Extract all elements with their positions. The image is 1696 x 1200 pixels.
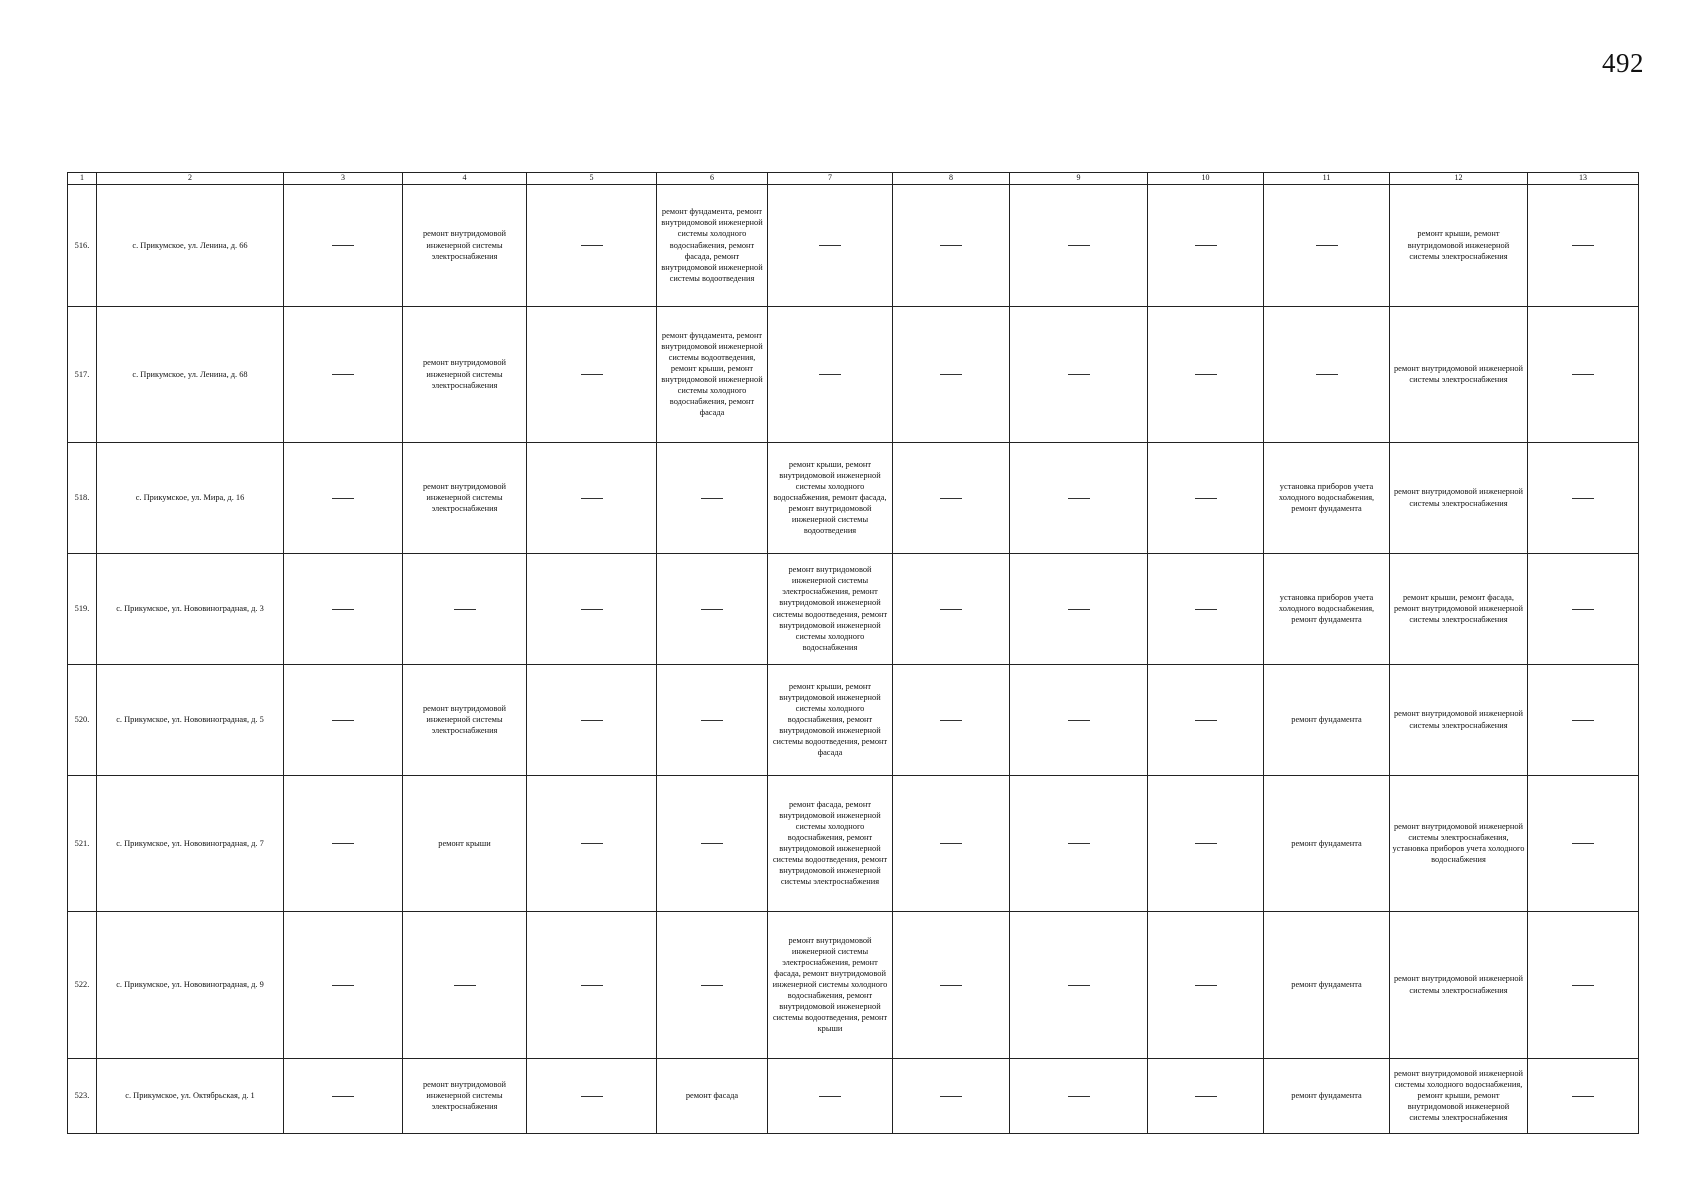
work-type-cell: ремонт крыши bbox=[403, 775, 527, 911]
empty-dash-cell bbox=[527, 442, 657, 553]
dash-mark bbox=[1068, 609, 1090, 610]
dash-mark bbox=[940, 720, 962, 721]
empty-dash-cell bbox=[1264, 184, 1390, 306]
work-type-cell: ремонт внутридомовой инженерной системы электроснабжения, установка приборов учета холодного водоснабжения bbox=[1390, 775, 1528, 911]
work-type-cell: ремонт фасада, ремонт внутридомовой инженерной системы холодного водоснабжения, ремонт внутридомовой инженерной системы водоотведения, ремонт внутридомовой инженерной системы электроснабжения bbox=[768, 775, 893, 911]
empty-dash-cell bbox=[284, 442, 403, 553]
empty-dash-cell bbox=[657, 664, 768, 775]
work-type-cell: ремонт фундамента, ремонт внутридомовой инженерной системы водоотведения, ремонт крыши, ремонт внутридомовой инженерной системы холодного водоснабжения, ремонт фасада bbox=[657, 306, 768, 442]
dash-mark bbox=[332, 720, 354, 721]
dash-mark bbox=[332, 609, 354, 610]
empty-dash-cell bbox=[1264, 306, 1390, 442]
empty-dash-cell bbox=[893, 306, 1010, 442]
empty-dash-cell bbox=[527, 1058, 657, 1133]
dash-mark bbox=[1068, 498, 1090, 499]
dash-mark bbox=[940, 374, 962, 375]
dash-mark bbox=[819, 245, 841, 246]
dash-mark bbox=[581, 985, 603, 986]
empty-dash-cell bbox=[284, 184, 403, 306]
empty-dash-cell bbox=[893, 775, 1010, 911]
table-row bbox=[68, 306, 1639, 442]
dash-mark bbox=[701, 498, 723, 499]
work-type-cell: ремонт крыши, ремонт внутридомовой инженерной системы электроснабжения bbox=[1390, 184, 1528, 306]
empty-dash-cell bbox=[284, 306, 403, 442]
empty-dash-cell bbox=[1528, 1058, 1639, 1133]
empty-dash-cell bbox=[1010, 442, 1148, 553]
empty-dash-cell bbox=[1528, 184, 1639, 306]
empty-dash-cell bbox=[893, 442, 1010, 553]
work-type-cell: ремонт внутридомовой инженерной системы электроснабжения bbox=[1390, 911, 1528, 1058]
column-header: 9 bbox=[1010, 173, 1148, 185]
address-cell: с. Прикумское, ул. Нововиноградная, д. 3 bbox=[97, 553, 284, 664]
work-type-cell: ремонт внутридомовой инженерной системы электроснабжения, ремонт фасада, ремонт внутридомовой инженерной системы холодного водоснабжения, ремонт внутридомовой инженерной системы водоотведения, ремонт крыши bbox=[768, 911, 893, 1058]
dash-mark bbox=[1195, 498, 1217, 499]
work-type-cell: ремонт фундамента bbox=[1264, 664, 1390, 775]
address-cell: с. Прикумское, ул. Нововиноградная, д. 5 bbox=[97, 664, 284, 775]
dash-mark bbox=[454, 609, 476, 610]
dash-mark bbox=[1572, 843, 1594, 844]
dash-mark bbox=[701, 720, 723, 721]
column-number-row bbox=[68, 173, 1639, 185]
dash-mark bbox=[1068, 245, 1090, 246]
empty-dash-cell bbox=[1528, 664, 1639, 775]
empty-dash-cell bbox=[527, 911, 657, 1058]
empty-dash-cell bbox=[1528, 306, 1639, 442]
dash-mark bbox=[332, 843, 354, 844]
table-row bbox=[68, 442, 1639, 553]
empty-dash-cell bbox=[1010, 553, 1148, 664]
address-cell: с. Прикумское, ул. Октябрьская, д. 1 bbox=[97, 1058, 284, 1133]
work-type-cell: ремонт внутридомовой инженерной системы электроснабжения bbox=[1390, 664, 1528, 775]
work-type-cell: ремонт фундамента, ремонт внутридомовой инженерной системы холодного водоснабжения, ремонт фасада, ремонт внутридомовой инженерной системы водоотведения bbox=[657, 184, 768, 306]
dash-mark bbox=[1195, 720, 1217, 721]
address-cell: с. Прикумское, ул. Нововиноградная, д. 9 bbox=[97, 911, 284, 1058]
empty-dash-cell bbox=[527, 306, 657, 442]
dash-mark bbox=[332, 985, 354, 986]
dash-mark bbox=[1316, 374, 1338, 375]
row-number: 521. bbox=[68, 775, 97, 911]
dash-mark bbox=[332, 245, 354, 246]
dash-mark bbox=[581, 720, 603, 721]
dash-mark bbox=[581, 1096, 603, 1097]
row-number: 519. bbox=[68, 553, 97, 664]
dash-mark bbox=[1572, 985, 1594, 986]
work-type-cell: ремонт фундамента bbox=[1264, 775, 1390, 911]
column-header: 6 bbox=[657, 173, 768, 185]
empty-dash-cell bbox=[1010, 1058, 1148, 1133]
work-type-cell: ремонт внутридомовой инженерной системы электроснабжения bbox=[403, 1058, 527, 1133]
empty-dash-cell bbox=[893, 553, 1010, 664]
dash-mark bbox=[581, 374, 603, 375]
empty-dash-cell bbox=[1528, 775, 1639, 911]
column-header: 12 bbox=[1390, 173, 1528, 185]
column-header: 10 bbox=[1148, 173, 1264, 185]
table-row bbox=[68, 911, 1639, 1058]
column-header: 13 bbox=[1528, 173, 1639, 185]
table-row bbox=[68, 553, 1639, 664]
work-type-cell: ремонт фундамента bbox=[1264, 911, 1390, 1058]
dash-mark bbox=[819, 1096, 841, 1097]
empty-dash-cell bbox=[403, 553, 527, 664]
dash-mark bbox=[1068, 843, 1090, 844]
dash-mark bbox=[1316, 245, 1338, 246]
dash-mark bbox=[1572, 1096, 1594, 1097]
work-type-cell: установка приборов учета холодного водоснабжения, ремонт фундамента bbox=[1264, 442, 1390, 553]
dash-mark bbox=[1572, 609, 1594, 610]
empty-dash-cell bbox=[1148, 775, 1264, 911]
dash-mark bbox=[819, 374, 841, 375]
dash-mark bbox=[332, 374, 354, 375]
empty-dash-cell bbox=[1010, 184, 1148, 306]
empty-dash-cell bbox=[657, 442, 768, 553]
empty-dash-cell bbox=[1528, 553, 1639, 664]
table-row bbox=[68, 184, 1639, 306]
empty-dash-cell bbox=[1148, 442, 1264, 553]
column-header: 7 bbox=[768, 173, 893, 185]
empty-dash-cell bbox=[1148, 1058, 1264, 1133]
column-header: 2 bbox=[97, 173, 284, 185]
work-type-cell: ремонт внутридомовой инженерной системы электроснабжения bbox=[1390, 306, 1528, 442]
dash-mark bbox=[1195, 985, 1217, 986]
dash-mark bbox=[332, 1096, 354, 1097]
empty-dash-cell bbox=[284, 911, 403, 1058]
empty-dash-cell bbox=[1148, 184, 1264, 306]
empty-dash-cell bbox=[1010, 911, 1148, 1058]
empty-dash-cell bbox=[1528, 911, 1639, 1058]
work-type-cell: ремонт внутридомовой инженерной системы электроснабжения bbox=[1390, 442, 1528, 553]
empty-dash-cell bbox=[1010, 306, 1148, 442]
empty-dash-cell bbox=[768, 306, 893, 442]
dash-mark bbox=[1195, 1096, 1217, 1097]
work-type-cell: ремонт внутридомовой инженерной системы электроснабжения bbox=[403, 306, 527, 442]
column-header: 8 bbox=[893, 173, 1010, 185]
empty-dash-cell bbox=[1148, 664, 1264, 775]
row-number: 523. bbox=[68, 1058, 97, 1133]
page-number: 492 bbox=[1602, 48, 1644, 78]
work-type-cell: ремонт внутридомовой инженерной системы электроснабжения bbox=[403, 664, 527, 775]
row-number: 520. bbox=[68, 664, 97, 775]
empty-dash-cell bbox=[527, 553, 657, 664]
empty-dash-cell bbox=[893, 911, 1010, 1058]
dash-mark bbox=[940, 498, 962, 499]
dash-mark bbox=[332, 498, 354, 499]
dash-mark bbox=[1068, 374, 1090, 375]
dash-mark bbox=[1068, 985, 1090, 986]
empty-dash-cell bbox=[284, 775, 403, 911]
dash-mark bbox=[1195, 843, 1217, 844]
dash-mark bbox=[454, 985, 476, 986]
empty-dash-cell bbox=[284, 1058, 403, 1133]
repair-schedule-table bbox=[67, 172, 1639, 1134]
work-type-cell: ремонт фасада bbox=[657, 1058, 768, 1133]
dash-mark bbox=[701, 843, 723, 844]
dash-mark bbox=[940, 1096, 962, 1097]
work-type-cell: ремонт внутридомовой инженерной системы электроснабжения bbox=[403, 442, 527, 553]
empty-dash-cell bbox=[657, 775, 768, 911]
column-header: 5 bbox=[527, 173, 657, 185]
empty-dash-cell bbox=[893, 184, 1010, 306]
row-number: 518. bbox=[68, 442, 97, 553]
empty-dash-cell bbox=[1148, 306, 1264, 442]
dash-mark bbox=[1068, 1096, 1090, 1097]
dash-mark bbox=[581, 843, 603, 844]
address-cell: с. Прикумское, ул. Мира, д. 16 bbox=[97, 442, 284, 553]
dash-mark bbox=[1068, 720, 1090, 721]
empty-dash-cell bbox=[527, 775, 657, 911]
work-type-cell: ремонт внутридомовой инженерной системы электроснабжения bbox=[403, 184, 527, 306]
dash-mark bbox=[581, 609, 603, 610]
address-cell: с. Прикумское, ул. Ленина, д. 66 bbox=[97, 184, 284, 306]
dash-mark bbox=[1195, 609, 1217, 610]
table-row bbox=[68, 775, 1639, 911]
empty-dash-cell bbox=[1148, 911, 1264, 1058]
dash-mark bbox=[1572, 720, 1594, 721]
empty-dash-cell bbox=[768, 184, 893, 306]
dash-mark bbox=[1572, 498, 1594, 499]
empty-dash-cell bbox=[1010, 664, 1148, 775]
row-number: 516. bbox=[68, 184, 97, 306]
table-row bbox=[68, 664, 1639, 775]
address-cell: с. Прикумское, ул. Ленина, д. 68 bbox=[97, 306, 284, 442]
column-header: 11 bbox=[1264, 173, 1390, 185]
empty-dash-cell bbox=[527, 184, 657, 306]
work-type-cell: ремонт крыши, ремонт внутридомовой инженерной системы холодного водоснабжения, ремонт фасада, ремонт внутридомовой инженерной системы водоотведения bbox=[768, 442, 893, 553]
empty-dash-cell bbox=[893, 1058, 1010, 1133]
row-number: 522. bbox=[68, 911, 97, 1058]
dash-mark bbox=[1195, 245, 1217, 246]
work-type-cell: ремонт крыши, ремонт внутридомовой инженерной системы холодного водоснабжения, ремонт внутридомовой инженерной системы водоотведения, ремонт фасада bbox=[768, 664, 893, 775]
empty-dash-cell bbox=[1148, 553, 1264, 664]
dash-mark bbox=[701, 985, 723, 986]
empty-dash-cell bbox=[1010, 775, 1148, 911]
table-row bbox=[68, 1058, 1639, 1133]
empty-dash-cell bbox=[893, 664, 1010, 775]
dash-mark bbox=[1572, 245, 1594, 246]
column-header: 4 bbox=[403, 173, 527, 185]
work-type-cell: ремонт фундамента bbox=[1264, 1058, 1390, 1133]
dash-mark bbox=[581, 245, 603, 246]
address-cell: с. Прикумское, ул. Нововиноградная, д. 7 bbox=[97, 775, 284, 911]
work-type-cell: ремонт внутридомовой инженерной системы электроснабжения, ремонт внутридомовой инженерной системы водоотведения, ремонт внутридомовой инженерной системы холодного водоснабжения bbox=[768, 553, 893, 664]
work-type-cell: ремонт внутридомовой инженерной системы холодного водоснабжения, ремонт крыши, ремонт внутридомовой инженерной системы электроснабжения bbox=[1390, 1058, 1528, 1133]
dash-mark bbox=[940, 609, 962, 610]
dash-mark bbox=[1195, 374, 1217, 375]
empty-dash-cell bbox=[284, 664, 403, 775]
column-header: 1 bbox=[68, 173, 97, 185]
dash-mark bbox=[581, 498, 603, 499]
dash-mark bbox=[701, 609, 723, 610]
dash-mark bbox=[940, 245, 962, 246]
dash-mark bbox=[940, 985, 962, 986]
dash-mark bbox=[1572, 374, 1594, 375]
column-header: 3 bbox=[284, 173, 403, 185]
empty-dash-cell bbox=[657, 553, 768, 664]
empty-dash-cell bbox=[284, 553, 403, 664]
row-number: 517. bbox=[68, 306, 97, 442]
empty-dash-cell bbox=[768, 1058, 893, 1133]
dash-mark bbox=[940, 843, 962, 844]
empty-dash-cell bbox=[657, 911, 768, 1058]
empty-dash-cell bbox=[527, 664, 657, 775]
work-type-cell: ремонт крыши, ремонт фасада, ремонт внутридомовой инженерной системы электроснабжения bbox=[1390, 553, 1528, 664]
work-type-cell: установка приборов учета холодного водоснабжения, ремонт фундамента bbox=[1264, 553, 1390, 664]
empty-dash-cell bbox=[1528, 442, 1639, 553]
empty-dash-cell bbox=[403, 911, 527, 1058]
